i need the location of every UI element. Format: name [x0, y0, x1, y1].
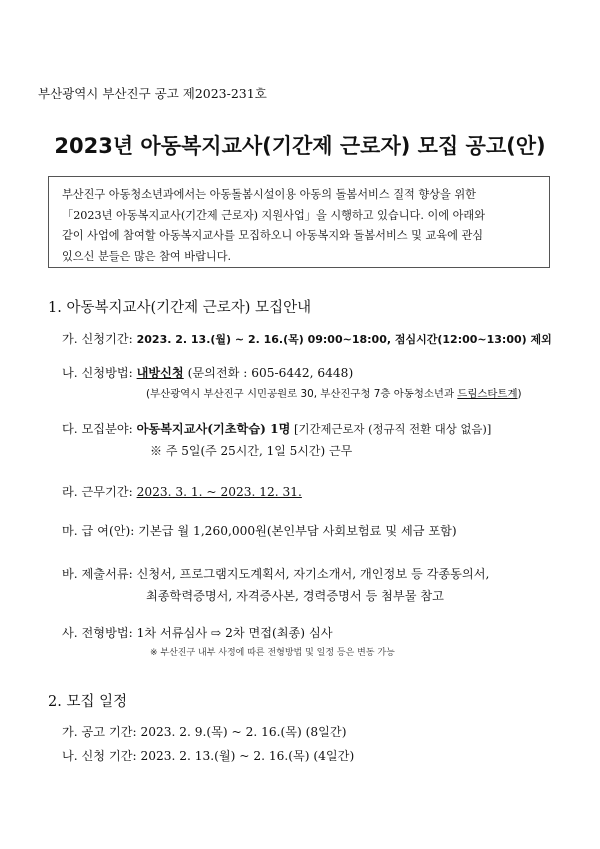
section1-title: 1. 아동복지교사(기간제 근로자) 모집안내 — [48, 300, 312, 316]
salary-row — [62, 522, 457, 539]
intro-line: 같이 사업에 참여할 아동복지교사를 모집하오니 아동복지와 돌봄서비스 및 교육에 관심 — [62, 229, 484, 242]
address-team: 드림스타트계 — [457, 388, 518, 400]
application-method-label: 나. 신청방법: — [62, 366, 133, 380]
address-prefix: (부산광역시 부산진구 시민공원로 30, 부산진구청 7층 아동청소년과 — [146, 388, 458, 400]
recruit-field-row — [62, 420, 491, 437]
intro-line: 부산진구 아동청소년과에서는 아동돌봄시설이용 아동의 돌봄서비스 질적 향상을 위한 — [62, 188, 476, 201]
application-address — [146, 385, 522, 400]
address-suffix: ) — [517, 388, 522, 400]
documents-line2: 최종학력증명서, 자격증사본, 경력증명서 등 첨부물 참고 — [146, 589, 444, 603]
intro-line: 있으신 분들은 많은 참여 바랍니다. — [62, 249, 232, 263]
recruit-field-type: [기간제근로자 (정규직 전환 대상 없음)] — [290, 422, 492, 436]
contact-phone: (문의전화 : 605-6442, 6448) — [183, 366, 354, 380]
selection-row — [62, 624, 333, 641]
work-period-value: 2023. 3. 1. ~ 2023. 12. 31. — [136, 485, 302, 499]
application-period-value: 2023. 2. 13.(월) ~ 2. 16.(목) 09:00~18:00, 점심시간(12:00~13:00) 제외 — [136, 333, 552, 346]
documents-label: 바. 제출서류: — [62, 567, 133, 581]
salary-label: 마. 급 여(안): — [62, 524, 135, 538]
intro-box — [48, 176, 550, 268]
documents-row — [62, 565, 489, 582]
selection-label: 사. 전형방법: — [62, 626, 133, 640]
selection-note: ※ 부산진구 내부 사정에 따른 전형방법 및 일정 등은 변동 가능 — [150, 648, 395, 658]
section2-title: 2. 모집 일정 — [48, 694, 128, 710]
intro-line: 「2023년 아동복지교사(기간제 근로자) 지원사업」을 시행하고 있습니다. 이에 아래와 — [62, 208, 486, 222]
application-period-label: 가. 신청기간: — [62, 332, 133, 346]
notice-period-row: 가. 공고 기간: 2023. 2. 9.(목) ~ 2. 16.(목) (8일간) — [62, 725, 347, 739]
documents-line1: 신청서, 프로그램지도계획서, 자기소개서, 개인정보 등 각종동의서, — [136, 567, 490, 581]
notice-number: 부산광역시 부산진구 공고 제2023-231호 — [38, 86, 267, 101]
work-hours-note: ※ 주 5일(주 25시간, 1일 5시간) 근무 — [150, 444, 353, 458]
application-method-row — [62, 364, 353, 381]
salary-value: 기본급 월 1,260,000원(본인부담 사회보험료 및 세금 포함) — [138, 524, 457, 538]
recruit-field-label: 다. 모집분야: — [62, 422, 133, 436]
work-period-row — [62, 483, 302, 500]
application-method-value: 내방신청 — [136, 366, 184, 380]
recruit-field-value: 아동복지교사(기초학습) 1명 — [136, 422, 291, 436]
selection-value: 1차 서류심사 ⇨ 2차 면접(최종) 심사 — [136, 626, 333, 640]
apply-period-row: 나. 신청 기간: 2023. 2. 13.(월) ~ 2. 16.(목) (4일간) — [62, 749, 355, 763]
work-period-label: 라. 근무기간: — [62, 485, 133, 499]
application-period-row — [62, 330, 552, 347]
page-title: 2023년 아동복지교사(기간제 근로자) 모집 공고(안) — [54, 134, 546, 158]
